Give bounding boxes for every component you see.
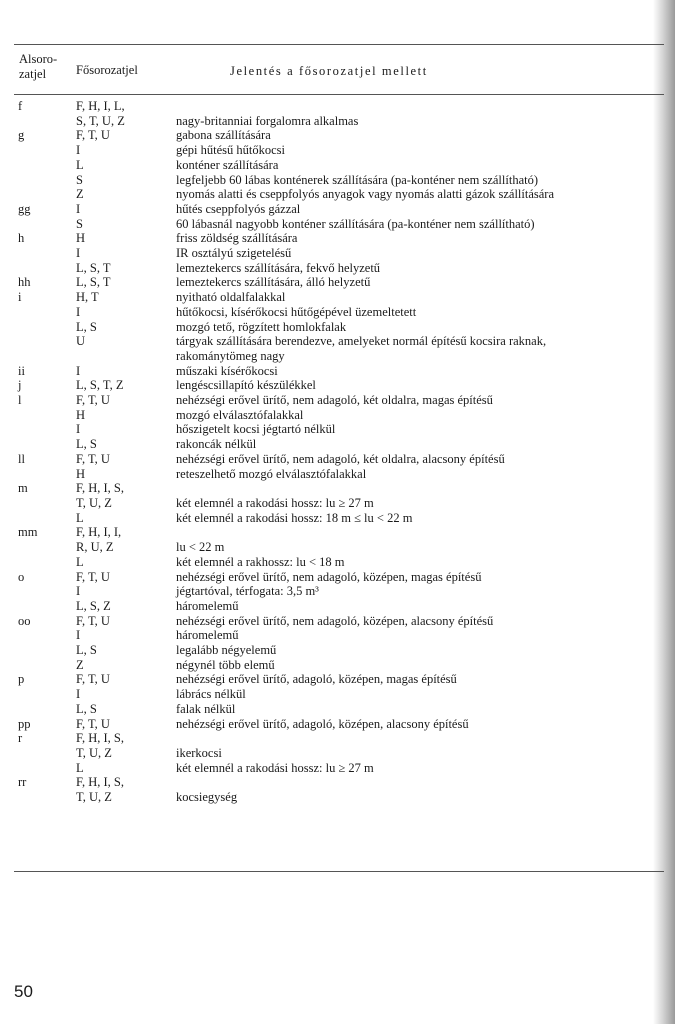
subseries-code (0, 187, 76, 202)
table-row (0, 320, 660, 335)
table-row (0, 584, 660, 599)
mainseries-codes: L (76, 554, 84, 569)
table-row (0, 628, 660, 643)
subseries-code (0, 761, 76, 776)
meaning-text: műszaki kísérőkocsi (176, 363, 278, 378)
table-row (0, 290, 660, 305)
mainseries-codes: S, T, U, Z (76, 113, 125, 128)
mainseries-codes: L (76, 510, 84, 525)
subseries-code: p (18, 672, 25, 687)
mainseries-codes: F, H, I, I, (76, 525, 122, 540)
meaning-text: mozgó elválasztófalakkal (176, 407, 304, 422)
mainseries-codes: F, T, U (76, 569, 110, 584)
meaning-text: nagy-britanniai forgalomra alkalmas (176, 113, 359, 128)
subseries-code: gg (18, 201, 31, 216)
subseries-code (0, 158, 76, 173)
table-row (0, 511, 660, 526)
meaning-text: két elemnél a rakodási hossz: lu ≥ 27 m (176, 760, 374, 775)
subseries-code (0, 173, 76, 188)
mainseries-codes: I (76, 246, 81, 261)
subseries-code (0, 496, 76, 511)
mainseries-codes: I (76, 687, 81, 702)
top-rule (14, 44, 664, 45)
mainseries-codes: L, S, T (76, 275, 111, 290)
mainseries-codes: F, T, U (76, 613, 110, 628)
mainseries-codes: H (76, 231, 86, 246)
meaning-text (176, 99, 660, 114)
table-row (0, 408, 660, 423)
meaning-text: IR osztályú szigetelésű (176, 246, 292, 261)
mainseries-codes: I (76, 363, 81, 378)
mainseries-codes: I (76, 143, 81, 158)
subseries-code (0, 320, 76, 335)
meaning-text: háromelemű (176, 598, 239, 613)
table-row (0, 202, 660, 217)
table-row (0, 364, 660, 379)
mainseries-codes: T, U, Z (76, 790, 112, 805)
meaning-text: mozgó tető, rögzített homlokfalak (176, 319, 347, 334)
table-row (0, 658, 660, 673)
mainseries-codes: T, U, Z (76, 745, 112, 760)
subseries-code: m (18, 481, 28, 496)
mainseries-codes: I (76, 304, 81, 319)
code-table (0, 99, 660, 805)
subseries-code (0, 702, 76, 717)
meaning-text: hűtőkocsi, kísérőkocsi hűtőgépével üzemeltetett (176, 304, 417, 319)
table-row (0, 422, 660, 437)
header-col-subseries-line2: zatjel (19, 67, 47, 81)
subseries-code: oo (18, 613, 31, 628)
mainseries-codes: F, T, U (76, 393, 110, 408)
subseries-code: mm (18, 525, 38, 540)
header-rule (14, 94, 664, 95)
table-row (0, 437, 660, 452)
meaning-text: lengéscsillapító készülékkel (176, 378, 316, 393)
table-row (0, 761, 660, 776)
meaning-text: reteszelhető mozgó elválasztófalakkal (176, 466, 367, 481)
table-row (0, 275, 660, 290)
mainseries-codes: T, U, Z (76, 495, 112, 510)
subseries-code: hh (18, 275, 31, 290)
meaning-text: friss zöldség szállítására (176, 231, 298, 246)
meaning-text (176, 525, 660, 540)
meaning-text: 60 lábasnál nagyobb konténer szállítására (pa-konténer nem szállítható) (176, 216, 535, 231)
subseries-code: rr (18, 775, 27, 790)
subseries-code (0, 408, 76, 423)
table-row (0, 143, 660, 158)
mainseries-codes: F, T, U (76, 716, 110, 731)
table-row (0, 496, 660, 511)
mainseries-codes: H (76, 407, 86, 422)
subseries-code (0, 437, 76, 452)
table-row (0, 173, 660, 188)
meaning-text: falak nélkül (176, 701, 236, 716)
table-row (0, 158, 660, 173)
table-row (0, 217, 660, 232)
mainseries-codes: I (76, 201, 81, 216)
subseries-code (0, 643, 76, 658)
subseries-code (0, 555, 76, 570)
meaning-text: nehézségi erővel ürítő, adagoló, középen, alacsony építésű (176, 716, 469, 731)
mainseries-codes: H (76, 466, 86, 481)
subseries-code (0, 114, 76, 129)
meaning-text: nyomás alatti és cseppfolyós anyagok vagy nyomás alatti gázok szállítására (176, 187, 555, 202)
meaning-text: nehézségi erővel ürítő, nem adagoló, két oldalra, magas építésű (176, 393, 493, 408)
table-row (0, 261, 660, 276)
mainseries-codes: L (76, 760, 84, 775)
table-row (0, 393, 660, 408)
subseries-code (0, 540, 76, 555)
header-col-mainseries: Fősorozatjel (76, 63, 138, 77)
mainseries-codes: F, T, U (76, 128, 110, 143)
meaning-text: nyitható oldalfalakkal (176, 290, 286, 305)
mainseries-codes: F, T, U (76, 451, 110, 466)
meaning-text: két elemnél a rakodási hossz: 18 m ≤ lu < 22 m (176, 510, 413, 525)
mainseries-codes: L, S (76, 319, 97, 334)
subseries-code: pp (18, 716, 31, 731)
table-row (0, 687, 660, 702)
subseries-code (0, 658, 76, 673)
meaning-text: lemeztekercs szállítására, álló helyzetű (176, 275, 371, 290)
subseries-code (0, 628, 76, 643)
table-row (0, 452, 660, 467)
table-row (0, 114, 660, 129)
mainseries-codes: I (76, 422, 81, 437)
subseries-code (0, 790, 76, 805)
mainseries-codes: L, S, T, Z (76, 378, 124, 393)
header-col-subseries (19, 52, 69, 82)
meaning-text: ikerkocsi (176, 745, 222, 760)
meaning-text: háromelemű (176, 628, 239, 643)
mainseries-codes: R, U, Z (76, 540, 114, 555)
meaning-text: két elemnél a rakodási hossz: lu ≥ 27 m (176, 495, 374, 510)
table-row (0, 187, 660, 202)
meaning-text: rakoncák nélkül (176, 437, 257, 452)
subseries-code (0, 334, 76, 349)
meaning-text: tárgyak szállítására berendezve, amelyeket normál építésű kocsira raknak, (176, 334, 547, 349)
table-row (0, 334, 660, 349)
meaning-text: négynél több elemű (176, 657, 275, 672)
meaning-text: hőszigetelt kocsi jégtartó nélkül (176, 422, 336, 437)
mainseries-codes: L, S (76, 701, 97, 716)
mainseries-codes: L, S (76, 437, 97, 452)
mainseries-codes: L, S (76, 643, 97, 658)
meaning-text: nehézségi erővel ürítő, nem adagoló, középen, alacsony építésű (176, 613, 494, 628)
subseries-code (0, 349, 76, 364)
table-row (0, 702, 660, 717)
table-row (0, 378, 660, 393)
header-col-subseries-line1: Alsoro- (19, 52, 58, 66)
mainseries-codes: I (76, 584, 81, 599)
meaning-text: lábrács nélkül (176, 687, 246, 702)
mainseries-codes: L (76, 157, 84, 172)
mainseries-codes: Z (76, 657, 84, 672)
subseries-code (0, 217, 76, 232)
table-row (0, 128, 660, 143)
subseries-code: ii (18, 363, 25, 378)
mainseries-codes: F, T, U (76, 672, 110, 687)
mainseries-codes (76, 349, 176, 364)
meaning-text: nehézségi erővel ürítő, nem adagoló, két oldalra, alacsony építésű (176, 451, 505, 466)
mainseries-codes: L, S, T (76, 260, 111, 275)
subseries-code (0, 143, 76, 158)
subseries-code: f (18, 99, 23, 113)
header-col-meaning: Jelentés a fősorozatjel mellett (230, 64, 428, 78)
subseries-code (0, 305, 76, 320)
meaning-text: legfeljebb 60 lábas konténerek szállítására (pa-konténer nem szállítható) (176, 172, 538, 187)
meaning-text (176, 731, 660, 746)
table-row (0, 570, 660, 585)
table-row (0, 305, 660, 320)
meaning-text (176, 775, 660, 790)
meaning-text: kocsiegység (176, 790, 238, 805)
mainseries-codes: S (76, 172, 83, 187)
table-row (0, 540, 660, 555)
subseries-code: j (18, 378, 22, 393)
subseries-code (0, 584, 76, 599)
subseries-code (0, 261, 76, 276)
mainseries-codes: U (76, 334, 86, 349)
meaning-text: konténer szállítására (176, 157, 279, 172)
meaning-text: legalább négyelemű (176, 643, 277, 658)
meaning-text: gépi hűtésű hűtőkocsi (176, 143, 286, 158)
mainseries-codes: Z (76, 187, 84, 202)
mainseries-codes: F, H, I, L, (76, 99, 125, 113)
meaning-text: két elemnél a rakhossz: lu < 18 m (176, 554, 345, 569)
table-row (0, 349, 660, 364)
table-row (0, 599, 660, 614)
subseries-code: r (18, 731, 23, 746)
meaning-text: lemeztekercs szállítására, fekvő helyzetű (176, 260, 381, 275)
mainseries-codes: L, S, Z (76, 598, 111, 613)
table-row (0, 246, 660, 261)
table-row (0, 731, 660, 746)
mainseries-codes: F, H, I, S, (76, 731, 124, 746)
mainseries-codes: S (76, 216, 83, 231)
table-row (0, 790, 660, 805)
table-row (0, 614, 660, 629)
bottom-rule (14, 871, 664, 872)
subseries-code: h (18, 231, 25, 246)
subseries-code (0, 511, 76, 526)
meaning-text: jégtartóval, térfogata: 3,5 m³ (176, 584, 319, 599)
meaning-text (176, 481, 660, 496)
table-row (0, 746, 660, 761)
table-row (0, 672, 660, 687)
table-row (0, 481, 660, 496)
mainseries-codes: H, T (76, 290, 99, 305)
mainseries-codes: I (76, 628, 81, 643)
subseries-code (0, 422, 76, 437)
page-number: 50 (14, 982, 33, 1001)
meaning-text: hűtés cseppfolyós gázzal (176, 201, 301, 216)
meaning-text: nehézségi erővel ürítő, nem adagoló, középen, magas építésű (176, 569, 482, 584)
table-row (0, 717, 660, 732)
subseries-code (0, 599, 76, 614)
subseries-code: ll (18, 451, 25, 466)
subseries-code: o (18, 569, 25, 584)
table-row (0, 467, 660, 482)
subseries-code: g (18, 128, 25, 143)
table-row (0, 775, 660, 790)
subseries-code (0, 246, 76, 261)
subseries-code: l (18, 393, 22, 408)
meaning-text: nehézségi erővel ürítő, adagoló, középen, magas építésű (176, 672, 457, 687)
mainseries-codes: F, H, I, S, (76, 481, 124, 496)
subseries-code (0, 746, 76, 761)
subseries-code: i (18, 290, 22, 305)
table-row (0, 525, 660, 540)
mainseries-codes: F, H, I, S, (76, 775, 124, 790)
meaning-text: gabona szállítására (176, 128, 271, 143)
table-row (0, 231, 660, 246)
table-row (0, 643, 660, 658)
table-row (0, 99, 660, 114)
meaning-text: rakománytömeg nagy (176, 348, 285, 363)
subseries-code (0, 467, 76, 482)
table-row (0, 555, 660, 570)
meaning-text: lu < 22 m (176, 540, 225, 555)
subseries-code (0, 687, 76, 702)
